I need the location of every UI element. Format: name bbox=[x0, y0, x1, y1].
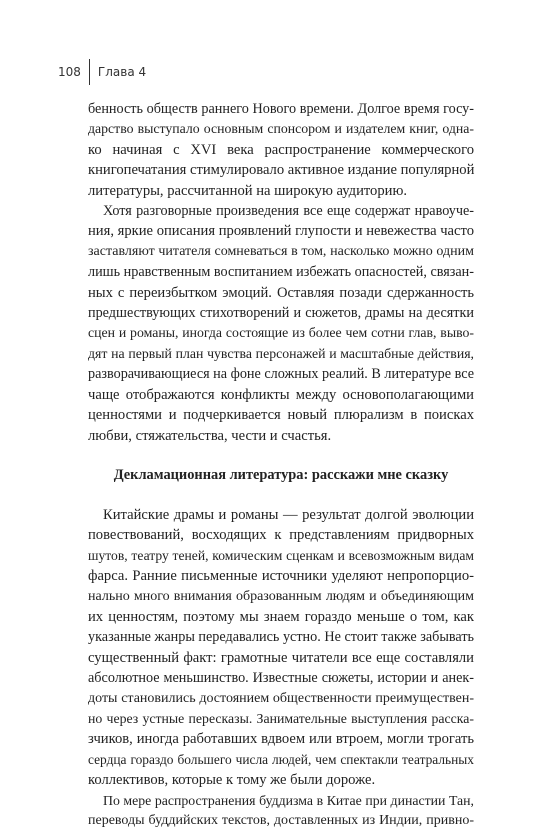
text-line: переводы буддийских текстов, доставленных из Индии, привно- bbox=[88, 813, 474, 828]
text-line: повествований, восходящих к представлениям придворных bbox=[88, 527, 474, 544]
paragraph bbox=[88, 99, 474, 201]
body-text bbox=[88, 99, 474, 831]
text-line: дарство выступало основным спонсором и издателем книг, одна- bbox=[88, 121, 474, 137]
text-line: заставляют читателя сомневаться в том, насколько можно одним bbox=[88, 243, 474, 259]
text-line: фарса. Ранние письменные источники уделяют непропорцио- bbox=[88, 568, 474, 585]
text-line: По мере распространения буддизма в Китае при династии Тан, bbox=[103, 792, 474, 808]
text-line: чаще отображаются конфликты между основополагающими bbox=[88, 386, 474, 403]
paragraph bbox=[88, 201, 474, 446]
text-line: любви, стяжательства, чести и счастья. bbox=[88, 427, 332, 444]
text-line: ко начиная с XVI века распространение коммерческого bbox=[88, 141, 474, 158]
page-number: 108 bbox=[58, 65, 81, 79]
text-line: нально много внимания образованным людям и объединяющим bbox=[88, 588, 474, 604]
text-line: Хотя разговорные произведения все еще содержат нравоуче- bbox=[103, 203, 474, 220]
text-line: их ценностям, поэтому мы знаем гораздо меньше о том, как bbox=[88, 608, 474, 625]
paragraph bbox=[88, 505, 474, 791]
section-heading: Декламационная литература: расскажи мне сказку bbox=[113, 466, 449, 483]
text-line: зчиков, иногда работавших вдвоем или втроем, могли трогать bbox=[88, 731, 474, 748]
text-line: сцен и романы, иногда состоящие из более чем сотни глав, выво- bbox=[88, 325, 474, 341]
text-line: ценностями и подчеркивается новый плюрализм в поисках bbox=[88, 407, 474, 424]
text-line: дят на первый план чувства персонажей и масштабные действия, bbox=[88, 345, 474, 361]
text-line: лишь нравственным воспитанием избежать опасностей, связан- bbox=[88, 264, 474, 281]
text-line: Китайские драмы и романы — результат долгой эволюции bbox=[103, 506, 474, 523]
text-line: шутов, театру теней, комическим сценкам и всевозможным видам bbox=[88, 547, 474, 563]
text-line: ния, яркие описания проявлений глупости и невежества часто bbox=[88, 223, 474, 240]
text-line: коллективов, которые к тому же были дороже. bbox=[88, 772, 376, 789]
text-line: бенность обществ раннего Нового времени. Долгое время госу- bbox=[88, 101, 474, 117]
text-line: ных с переизбытком эмоций. Оставляя позади сдержанность bbox=[88, 284, 474, 301]
text-line: доты становились достоянием общественности преимуществен- bbox=[88, 690, 474, 706]
text-line: сердца гораздо большего числа людей, чем спектакли театральных bbox=[88, 751, 474, 767]
text-line: но через устные пересказы. Занимательные выступления расска- bbox=[88, 710, 474, 726]
text-line: абсолютное меньшинство. Известные сюжеты, истории и анек- bbox=[88, 670, 474, 687]
text-line: указанные жанры передавались устно. Не стоит также забывать bbox=[88, 629, 474, 646]
text-line: предшествующих стихотворений и сюжетов, драмы на десятки bbox=[88, 305, 474, 322]
text-line: существенный факт: грамотные читатели все еще составляли bbox=[88, 649, 474, 666]
chapter-title: Глава 4 bbox=[97, 65, 147, 79]
text-line: разворачивающиеся на фоне сложных реалий. В литературе все bbox=[88, 366, 475, 383]
text-line: литературы, рассчитанной на широкую аудиторию. bbox=[88, 182, 408, 199]
paragraph bbox=[88, 791, 474, 832]
running-header bbox=[58, 59, 146, 85]
text-line: книгопечатания стимулировало активное издание популярной bbox=[88, 162, 475, 179]
